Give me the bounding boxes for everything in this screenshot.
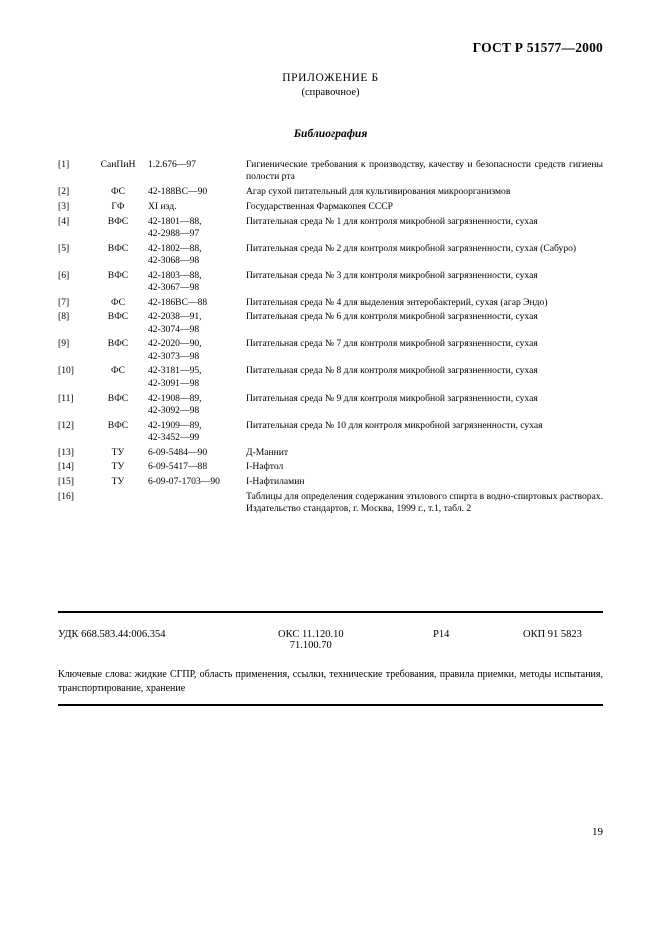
reference-code [148,216,244,243]
table-row [58,365,603,392]
table-row [58,270,603,297]
reference-description: Питательная среда № 3 для контроля микробной загрязненности, сухая [246,269,538,281]
reference-code-line1: 42-1908—89, [148,392,202,404]
reference-code-line2: 42-3452—99 [148,431,200,443]
reference-code-line1: 42-3181—95, [148,365,202,377]
reference-code-line1: 6-09-5417—88 [148,461,208,473]
reference-doc-type: ВФС [107,392,129,404]
reference-doc-type: ВФС [107,242,129,254]
reference-code-line1: 42-2020—90, [148,338,202,350]
table-row [58,159,603,186]
reference-doc-type: ВФС [107,419,129,431]
reference-doc-type: ВФС [107,269,129,281]
reference-description: Питательная среда № 10 для контроля микробной загрязненности, сухая [246,419,543,431]
reference-doc-type: ФС [111,296,125,308]
reference-doc-type: ВФС [107,311,129,323]
reference-code-line1: 42-2038—91, [148,311,202,323]
reference-description: Питательная среда № 9 для контроля микробной загрязненности, сухая [246,392,538,404]
reference-index: [10] [58,365,74,377]
table-row [58,447,603,462]
reference-index: [3] [58,200,70,212]
reference-doc-type: ВФС [107,215,129,227]
reference-code-line1: 42-1803—88, [148,269,202,281]
oks-code-line1: ОКС 11.120.10 [278,629,344,640]
reference-doc-type: ГФ [111,200,125,212]
table-row [58,476,603,491]
reference-code-line1: XI изд. [148,200,177,212]
reference-doc-type: ВФС [107,338,129,350]
table-row [58,393,603,420]
table-row [58,201,603,216]
oks-code-line2: 71.100.70 [289,640,332,651]
reference-description: Агар сухой питательный для культивирования микроорганизмов [246,186,511,198]
appendix-subtitle: (справочное) [301,87,360,98]
keywords-line: Ключевые слова: жидкие СГПР, область применения, ссылки, технические требования, правила приемки, методы испытания, транспортирование, хранение [58,669,603,695]
reference-code-line2: 42-3092—98 [148,404,200,416]
reference-index: [13] [58,446,74,458]
reference-code [148,476,244,491]
reference-index: [7] [58,296,70,308]
reference-code [148,461,244,476]
footer-rule-bottom [58,704,603,706]
reference-code-line1: 42-1802—88, [148,242,202,254]
table-row [58,461,603,476]
reference-doc-type [94,491,148,518]
reference-code [148,447,244,462]
reference-description: I-Нафтиламин [246,476,305,488]
reference-description: Государственная Фармакопея СССР [246,200,393,212]
table-row [58,186,603,201]
table-row [58,338,603,365]
table-row [58,491,603,518]
reference-code [148,338,244,365]
udk-code: УДК 668.583.44:006.354 [58,629,166,640]
reference-index: [5] [58,242,70,254]
appendix-block [0,72,661,98]
r-code: Р14 [433,629,450,640]
table-row [58,297,603,312]
reference-code [148,297,244,312]
reference-code [148,243,244,270]
reference-code [148,201,244,216]
appendix-title: ПРИЛОЖЕНИЕ Б [282,72,379,84]
reference-code-line2: 42-2988—97 [148,227,200,239]
reference-index: [11] [58,392,74,404]
standard-number-header: ГОСТ Р 51577—2000 [472,40,603,55]
reference-code [148,365,244,392]
page-number: 19 [592,826,603,838]
reference-description: Таблицы для определения содержания этилового спирта в водно-спиртовых растворах. Издательство стандартов, г. Москва, 1999 г., т.1, табл. 2 [246,490,603,515]
reference-doc-type: ТУ [111,476,125,488]
reference-index: [8] [58,311,70,323]
reference-index: [14] [58,461,74,473]
reference-doc-type: ТУ [111,446,125,458]
reference-code-line2: 42-3068—98 [148,254,200,266]
okp-code: ОКП 91 5823 [523,629,582,640]
reference-description: Д-Маннит [246,446,289,458]
reference-code-line2: 42-3091—98 [148,377,200,389]
reference-code-line2: 42-3074—98 [148,323,200,335]
bibliography-heading: Библиография [293,128,368,140]
footer-rule-top [58,611,603,613]
reference-description: Питательная среда № 4 для выделения энтеробактерий, сухая (агар Эндо) [246,296,548,308]
reference-code [148,159,244,186]
reference-code-line1: 1.2.676—97 [148,159,196,170]
reference-doc-type: ФС [111,186,125,198]
table-row [58,311,603,338]
reference-code [148,311,244,338]
reference-code [148,270,244,297]
reference-doc-type: ФС [111,365,125,377]
reference-description: Питательная среда № 6 для контроля микробной загрязненности, сухая [246,311,538,323]
reference-description: Питательная среда № 7 для контроля микробной загрязненности, сухая [246,338,538,350]
reference-code-line1: 42-188ВС—90 [148,186,208,198]
oks-code [278,629,344,651]
reference-code [148,186,244,201]
reference-code [148,491,244,518]
reference-index: [12] [58,419,74,431]
reference-code-line2: 42-3067—98 [148,281,200,293]
reference-code-line2: 42-3073—98 [148,350,200,362]
reference-code-line1: 42-1801—88, [148,215,202,227]
reference-index: [15] [58,476,74,488]
reference-index: [6] [58,269,70,281]
reference-doc-type: СанПиН [100,159,136,170]
table-row [58,243,603,270]
reference-code-line1: 42-1909—89, [148,419,202,431]
table-row [58,420,603,447]
reference-index: [1] [58,159,70,170]
reference-index: [16] [58,490,74,502]
reference-code [148,420,244,447]
reference-code-line1: 6-09-07-1703—90 [148,476,220,488]
bibliography-table [58,159,603,518]
reference-doc-type: ТУ [111,461,125,473]
reference-index: [2] [58,186,70,198]
reference-description: Питательная среда № 2 для контроля микробной загрязненности, сухая (Сабуро) [246,242,577,254]
reference-description: Питательная среда № 1 для контроля микробной загрязненности, сухая [246,215,538,227]
reference-description: Питательная среда № 8 для контроля микробной загрязненности, сухая [246,365,538,377]
reference-code-line1: 6-09-5484—90 [148,446,208,458]
reference-code-line1: 42-186ВС—88 [148,296,208,308]
reference-description: Гигиенические требования к производству, качеству и безопасности средств гигиены полости рта [246,159,603,183]
reference-index: [9] [58,338,70,350]
reference-index: [4] [58,215,70,227]
reference-description: I-Нафтол [246,461,284,473]
reference-code [148,393,244,420]
bibliography-table-body [58,159,603,518]
table-row [58,216,603,243]
